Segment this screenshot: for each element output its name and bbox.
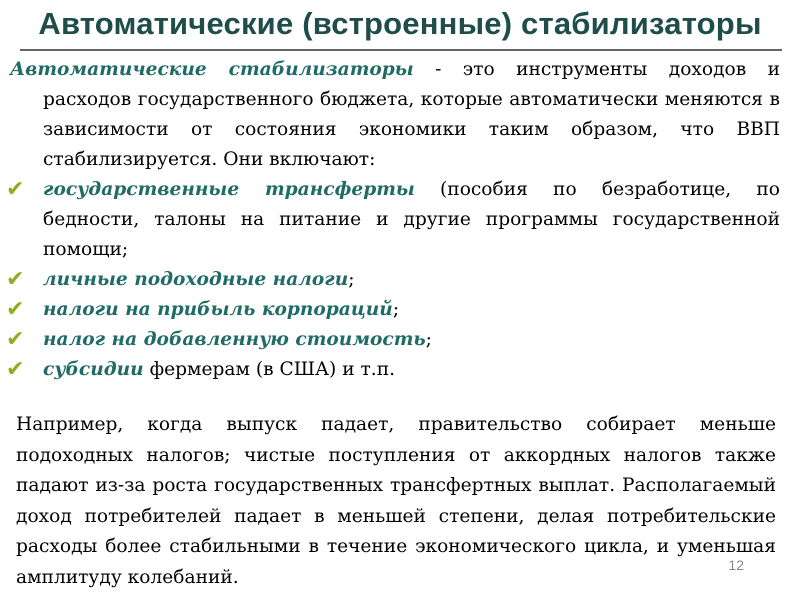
checkmark-icon: ✔ (6, 357, 25, 382)
list-item (6, 265, 780, 295)
list-item-text: ; (425, 329, 432, 350)
slide-title: Автоматические (встроенные) стабилизаторы (38, 6, 762, 41)
list-item-term: субсидии (43, 359, 144, 380)
list-item-text: ; (348, 269, 355, 290)
title-divider (20, 49, 782, 51)
page-number: 12 (728, 557, 744, 573)
definition-paragraph (10, 55, 780, 175)
checkmark-icon: ✔ (6, 267, 25, 292)
list-item-text: фермерам (в США) и т.п. (143, 359, 396, 380)
example-paragraph: Например, когда выпуск падает, правительство собирает меньше подоходных налогов; чистые поступления от аккордных налогов также падают из-за роста государственных трансфертных выплат. Располагаемый доход потребителей падает в меньшей степени, делая потребительские расходы более стабильными в течение экономического цикла, и уменьшая амплитуду колебаний. (16, 414, 776, 588)
list-item-term: государственные трансферты (43, 179, 415, 200)
example-section (16, 410, 776, 594)
list-item-text: ; (392, 299, 400, 320)
definition-text: - это инструменты доходов и расходов государственного бюджета, которые автоматически меняются в зависимости от состояния экономики таким образом, что ВВП стабилизируется. Они включают: (43, 59, 780, 170)
list-item (6, 355, 780, 385)
list-item-term: налог на добавленную стоимость (43, 329, 426, 350)
stabilizers-list (6, 175, 780, 385)
checkmark-icon: ✔ (6, 177, 25, 202)
list-item (6, 325, 780, 355)
definition-section (6, 55, 780, 385)
definition-term: Автоматические стабилизаторы (10, 59, 414, 80)
list-item-term: налоги на прибыль корпораций (43, 299, 393, 320)
list-item (6, 295, 780, 325)
checkmark-icon: ✔ (6, 297, 25, 322)
list-item-term: личные подоходные налоги (43, 269, 349, 290)
list-item-text: (пособия по безработице, по бедности, талоны на питание и другие программы государственной помощи; (43, 179, 780, 260)
checkmark-icon: ✔ (6, 327, 25, 352)
list-item (6, 175, 780, 265)
